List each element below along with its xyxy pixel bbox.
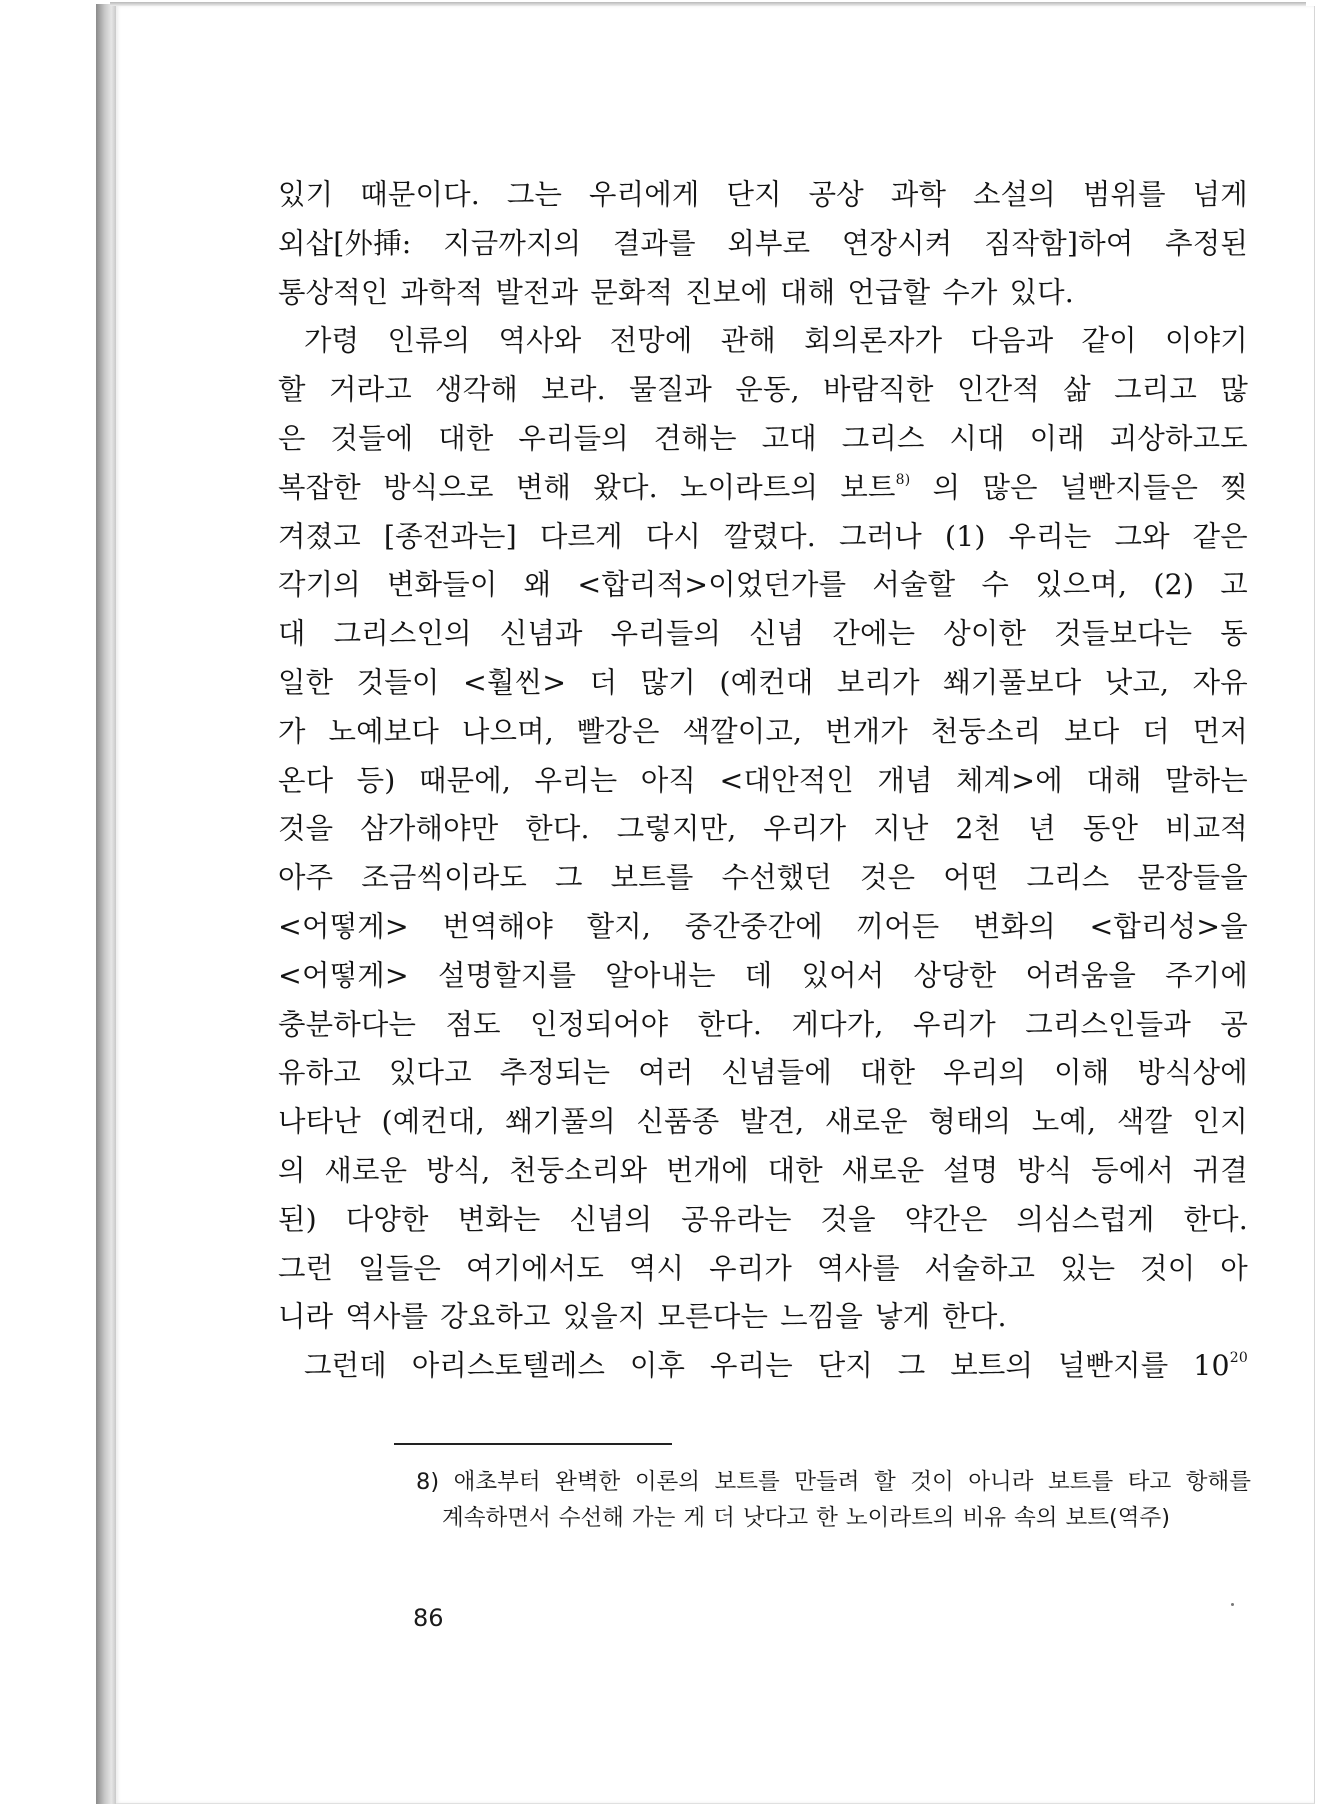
word: 낳게	[874, 1300, 931, 1334]
word: 말하는	[1165, 763, 1248, 797]
word: <합리성>을	[1089, 909, 1248, 943]
word: 강요하고	[440, 1300, 551, 1334]
word: 이래	[1029, 421, 1085, 455]
word: 찢	[1220, 470, 1248, 504]
word: 유하고	[278, 1056, 361, 1090]
word: 할	[278, 373, 306, 407]
text-line	[278, 1196, 1248, 1245]
body-text	[278, 171, 1248, 1391]
word: 여기에서도	[465, 1251, 605, 1285]
word: 주기에	[1165, 958, 1248, 992]
word: 것들이	[356, 665, 440, 699]
word: 노예,	[1031, 1105, 1097, 1139]
word: 다시	[645, 519, 701, 553]
word: 연장시켜	[841, 226, 953, 260]
word: 방식,	[425, 1153, 491, 1187]
word: 변해	[515, 470, 572, 504]
word: 언급할	[847, 275, 931, 309]
word: 있는	[1059, 1251, 1116, 1285]
word: 것을	[278, 812, 334, 846]
word: 물질과	[629, 373, 713, 407]
word: 우리들의	[610, 617, 722, 651]
word: 그러나	[838, 519, 922, 553]
word: 공유라는	[681, 1202, 792, 1236]
text-line	[278, 171, 1248, 220]
word: 다음과	[970, 324, 1054, 358]
word: 변화는	[457, 1202, 541, 1236]
word: 설명할지를	[437, 958, 577, 992]
word: 그리고	[1114, 373, 1198, 407]
word: <대안적인	[719, 763, 854, 797]
text-line	[278, 805, 1248, 854]
word: 등)	[356, 763, 396, 797]
word: 바람직한	[823, 373, 934, 407]
footnote-word: 애초부터	[453, 1469, 541, 1495]
footnote-word: 계속하면서	[442, 1505, 551, 1531]
word: 그리스	[841, 421, 925, 455]
word: 그렇지만,	[616, 812, 737, 846]
word: 개념	[877, 763, 933, 797]
word: 있다고	[388, 1056, 472, 1090]
text-line	[278, 1342, 1248, 1391]
word: 그	[897, 1349, 926, 1383]
word: 깔렸다.	[723, 519, 817, 553]
word: 우리들의	[518, 421, 629, 455]
word: 넘게	[1192, 178, 1248, 211]
footnote-word: 보트(역주)	[1065, 1505, 1171, 1531]
word: 노예보다	[328, 714, 439, 748]
word: 나으며,	[461, 714, 554, 748]
word: 우리의	[943, 1056, 1027, 1090]
word: 번개에	[665, 1153, 749, 1187]
word: 있다.	[1009, 275, 1074, 309]
word: 신념의	[569, 1202, 653, 1236]
word: 새로운	[324, 1153, 408, 1187]
word: 낫고,	[1104, 665, 1170, 699]
word: 그리스인의	[333, 617, 472, 651]
word: 점도	[445, 1007, 501, 1041]
word: 그런	[278, 1251, 334, 1285]
word: 모른다는	[657, 1300, 769, 1334]
word: 괴상하고도	[1109, 421, 1248, 455]
text-line	[278, 708, 1248, 757]
word: 그리스인들과	[1025, 1007, 1191, 1041]
footnote-word: 아니라	[968, 1469, 1034, 1495]
page-number: 86	[413, 1604, 444, 1632]
text-line	[278, 659, 1248, 708]
word: 우리에게	[589, 178, 700, 211]
word: 소설의	[973, 178, 1056, 211]
word: 그	[555, 861, 583, 895]
word: 단지	[726, 178, 782, 211]
text-line	[278, 952, 1248, 1001]
word: 대한	[767, 1153, 823, 1187]
word: 색깔	[1116, 1105, 1173, 1139]
word: 새로운	[841, 1153, 925, 1187]
word: 있기	[278, 178, 334, 211]
word: 체계>에	[956, 763, 1063, 797]
word: 더	[1142, 714, 1170, 748]
word: 자유	[1192, 665, 1248, 699]
word: 복잡한	[278, 470, 361, 504]
footnote-word: 항해를	[1185, 1469, 1251, 1495]
word: (1)	[944, 519, 986, 553]
word: 널빤지들은	[1060, 470, 1199, 504]
word: 신념들에	[721, 1056, 833, 1090]
word: 있을지	[562, 1300, 646, 1334]
word: 어려움을	[1025, 958, 1137, 992]
word: 전망에	[609, 324, 693, 358]
footnote-word: 수선해	[558, 1505, 624, 1531]
word: 역시	[628, 1251, 685, 1285]
word: 먼저	[1192, 714, 1248, 748]
word: 아리스토텔레스	[411, 1349, 606, 1383]
word: 많	[1220, 373, 1248, 407]
word: 색깔이고,	[682, 714, 803, 748]
footnote-word: 게	[683, 1505, 706, 1531]
footnote-separator	[394, 1443, 672, 1445]
word: 같은	[1192, 519, 1248, 553]
word: 보라.	[541, 373, 606, 407]
word: 노이라트의	[680, 470, 819, 504]
word: 천둥소리와	[509, 1153, 648, 1187]
word: 운동,	[735, 373, 800, 407]
word: 10$^{20}$	[1193, 1349, 1248, 1383]
footnote-word: 속의	[1014, 1505, 1058, 1531]
word: 비교적	[1165, 812, 1248, 846]
text-line	[278, 513, 1248, 562]
text-line	[278, 903, 1248, 952]
word: <어떻게>	[278, 909, 409, 943]
text-line	[278, 1049, 1248, 1098]
word: 간에는	[832, 617, 916, 651]
word: 형태의	[928, 1105, 1012, 1139]
word: 공	[1220, 1007, 1248, 1041]
word: 동안	[1082, 812, 1139, 846]
footnote-word: 더	[713, 1505, 735, 1531]
word: 우리는	[1008, 519, 1092, 553]
word: 일들은	[358, 1251, 442, 1285]
word: 나타난	[278, 1105, 361, 1139]
word: 고	[1220, 568, 1248, 602]
word: 단지	[817, 1349, 873, 1383]
word: 보리가	[836, 665, 920, 699]
word: 천둥소리	[930, 714, 1042, 748]
word: 범위를	[1082, 178, 1166, 211]
word: 약간은	[904, 1202, 988, 1236]
word: 인간적	[956, 373, 1040, 407]
word: 빨강은	[576, 714, 660, 748]
word: 중간중간에	[684, 909, 823, 943]
word: 끼어든	[856, 909, 940, 943]
word: 상당한	[913, 958, 997, 992]
word: 은	[278, 421, 306, 455]
word: <훨씬>	[462, 665, 567, 699]
word: <합리적>이었던가를	[577, 568, 847, 602]
word: 문장들을	[1137, 861, 1248, 895]
word: 한다.	[1183, 1202, 1248, 1236]
word: 방식상에	[1137, 1056, 1248, 1090]
word: 한다.	[942, 1300, 1007, 1334]
book-page	[116, 6, 1315, 1804]
word: 대해	[1086, 763, 1142, 797]
word: 다양한	[345, 1202, 429, 1236]
word: 널빤지를	[1057, 1349, 1169, 1383]
word: 시대	[949, 421, 1005, 455]
book-spine-edge	[96, 4, 118, 1804]
word: 짐작함]하여	[984, 226, 1134, 260]
word: 새로운	[824, 1105, 908, 1139]
word: 역사를	[345, 1300, 429, 1334]
text-line	[278, 317, 1248, 366]
footnote-reference[interactable]: 8)	[895, 471, 911, 488]
word: 보트를	[610, 861, 694, 895]
word: 쐐기풀보다	[943, 665, 1082, 699]
scan-speck	[1231, 1603, 1234, 1606]
word: 수가	[942, 275, 998, 309]
word: 게다가,	[791, 1007, 884, 1041]
word: 방식	[1017, 1153, 1073, 1187]
word: 추정된	[1165, 226, 1248, 260]
word: 것을	[820, 1202, 876, 1236]
word: 쐐기풀의	[505, 1105, 616, 1139]
word: 관해	[720, 324, 776, 358]
text-line	[278, 854, 1248, 903]
word: 것이	[1140, 1251, 1196, 1285]
word: 많은	[982, 470, 1038, 504]
word: 2천	[955, 812, 1002, 846]
word: 가령	[304, 324, 360, 358]
word: 신념	[749, 617, 805, 651]
word: 한다.	[697, 1007, 763, 1041]
text-line	[278, 1098, 1248, 1147]
word: 것들보다는	[1054, 617, 1193, 651]
word: 과학	[890, 178, 947, 211]
word: 일한	[278, 665, 334, 699]
word: 왜	[523, 568, 552, 602]
footnote-word: 할	[874, 1469, 896, 1495]
word: 동	[1220, 617, 1248, 651]
word: 이야기	[1165, 324, 1248, 358]
text-line	[278, 220, 1248, 269]
word: 삶	[1063, 373, 1091, 407]
word: 상이한	[943, 617, 1027, 651]
word: 인정되어야	[530, 1007, 669, 1041]
word: 된)	[278, 1202, 317, 1236]
word: 보트의	[950, 1349, 1034, 1383]
word: 온다	[278, 763, 334, 797]
word: 조금씩이라도	[361, 861, 528, 895]
word: 대한	[860, 1056, 916, 1090]
word: 등에서	[1091, 1153, 1174, 1187]
word: 지금까지의	[443, 226, 582, 260]
footnote-word: 완벽한	[555, 1469, 621, 1495]
footnote-word: 가는	[631, 1505, 676, 1531]
footnote-word: 타고	[1127, 1469, 1172, 1495]
word: 우리는	[709, 1349, 793, 1383]
word: 생각해	[435, 373, 519, 407]
word: 번개가	[825, 714, 908, 748]
word: 대한	[438, 421, 494, 455]
word: 신품종	[636, 1105, 720, 1139]
footnote-word: 것이	[910, 1469, 954, 1495]
word: 결과를	[612, 226, 696, 260]
word: 번역해야	[442, 909, 553, 943]
word: 다르게	[539, 519, 623, 553]
text-line	[278, 1147, 1248, 1196]
word: 그와	[1114, 519, 1170, 553]
text-line	[278, 1001, 1248, 1050]
word: 많기	[640, 665, 696, 699]
word: 알아내는	[605, 958, 716, 992]
word: 발견,	[739, 1105, 805, 1139]
text-line	[278, 1245, 1248, 1294]
word: 인류의	[387, 324, 471, 358]
word: 데	[744, 958, 773, 992]
footnote-line	[416, 1464, 1251, 1500]
word: 거라고	[328, 373, 412, 407]
footnote-word: 낫다고	[742, 1505, 809, 1531]
word: 것은	[860, 861, 916, 895]
footnote-word: 보트를	[714, 1469, 780, 1495]
word: 아직	[640, 763, 697, 797]
word: 역사를	[816, 1251, 900, 1285]
word: 신념과	[499, 617, 583, 651]
footnote-word: 노이라트의	[845, 1505, 955, 1531]
word: 느낌을	[780, 1300, 863, 1334]
word: 대	[278, 617, 306, 651]
word: 여러	[638, 1056, 694, 1090]
word: 통상적인	[278, 275, 389, 309]
footnote-word: 만들려	[794, 1469, 860, 1495]
word: 겨졌고	[278, 519, 361, 553]
word: (2)	[1153, 568, 1195, 602]
word: 있으며,	[1035, 568, 1128, 602]
word: 할지,	[586, 909, 652, 943]
word: 발전과	[495, 275, 579, 309]
word: 우리가	[912, 1007, 996, 1041]
word: 그는	[506, 178, 563, 211]
text-line	[278, 757, 1248, 806]
word: 대해	[780, 275, 836, 309]
word: 같이	[1081, 324, 1137, 358]
word: 서술할	[872, 568, 956, 602]
word: 진보에	[685, 275, 769, 309]
word: <어떻게>	[278, 958, 409, 992]
word: 것들에	[330, 421, 414, 455]
word: 년	[1028, 812, 1056, 846]
word: 회의론자가	[804, 324, 943, 358]
word: 이후	[629, 1349, 686, 1383]
word: 니라	[278, 1300, 334, 1334]
word: 서술하고	[924, 1251, 1036, 1285]
word: 우리는	[534, 763, 618, 797]
exponent: 20	[1229, 1350, 1248, 1367]
word: 우리가	[763, 812, 847, 846]
word: 의	[278, 1153, 306, 1187]
word: 공상	[808, 178, 864, 211]
word: 과학적	[400, 275, 484, 309]
text-line	[278, 610, 1248, 659]
word: (예컨대,	[381, 1105, 485, 1139]
text-line	[278, 561, 1248, 610]
word: [종전과는]	[383, 519, 517, 553]
word: 문화적	[590, 275, 674, 309]
word: 가	[278, 714, 306, 748]
word: 의심스럽게	[1016, 1202, 1155, 1236]
text-line	[278, 366, 1248, 415]
word: (예컨대	[719, 665, 814, 699]
word: 외삽[外挿:	[278, 226, 412, 260]
word: 설명	[943, 1153, 999, 1187]
word: 고대	[761, 421, 817, 455]
word: 이해	[1054, 1056, 1110, 1090]
word: 견해는	[653, 421, 737, 455]
footnote-word: 보트를	[1048, 1469, 1114, 1495]
footnote-word: 이론의	[634, 1469, 701, 1495]
text-line	[278, 269, 1248, 318]
word: 때문이다.	[360, 178, 480, 211]
word: 변화들이	[386, 568, 498, 602]
word: 추정되는	[499, 1056, 611, 1090]
word: 수	[981, 568, 1010, 602]
text-line	[278, 464, 1248, 513]
word: 역사와	[498, 324, 582, 358]
word: 귀결	[1192, 1153, 1248, 1187]
word: 아주	[278, 861, 334, 895]
word: 그리스	[1026, 861, 1110, 895]
text-line	[278, 1293, 1248, 1342]
word: 한다.	[525, 812, 590, 846]
footnote	[416, 1464, 1251, 1536]
word: 어떤	[943, 861, 999, 895]
word: 의	[932, 470, 961, 504]
word: 우리가	[709, 1251, 792, 1285]
word: 왔다.	[593, 470, 658, 504]
word: 외부로	[727, 226, 811, 260]
word: 더	[589, 665, 618, 699]
word: 지난	[873, 812, 929, 846]
word: 삼가해야만	[360, 812, 499, 846]
word: 그런데	[304, 1349, 387, 1383]
word: 아	[1220, 1251, 1248, 1285]
word: 수선했던	[721, 861, 833, 895]
footnote-line	[416, 1500, 1251, 1536]
footnote-marker: 8)	[416, 1469, 440, 1495]
footnote-word: 비유	[962, 1505, 1007, 1531]
word: 있어서	[801, 958, 885, 992]
word: 보다	[1064, 714, 1120, 748]
word: 각기의	[278, 568, 361, 602]
text-line	[278, 415, 1248, 464]
word: 인지	[1192, 1105, 1248, 1139]
word: 충분하다는	[278, 1007, 417, 1041]
word: 변화의	[972, 909, 1056, 943]
word: 보트$^{8)}$	[840, 470, 911, 504]
word: 때문에,	[418, 763, 512, 797]
word: 방식으로	[383, 470, 494, 504]
footnote-word: 한	[816, 1505, 838, 1531]
